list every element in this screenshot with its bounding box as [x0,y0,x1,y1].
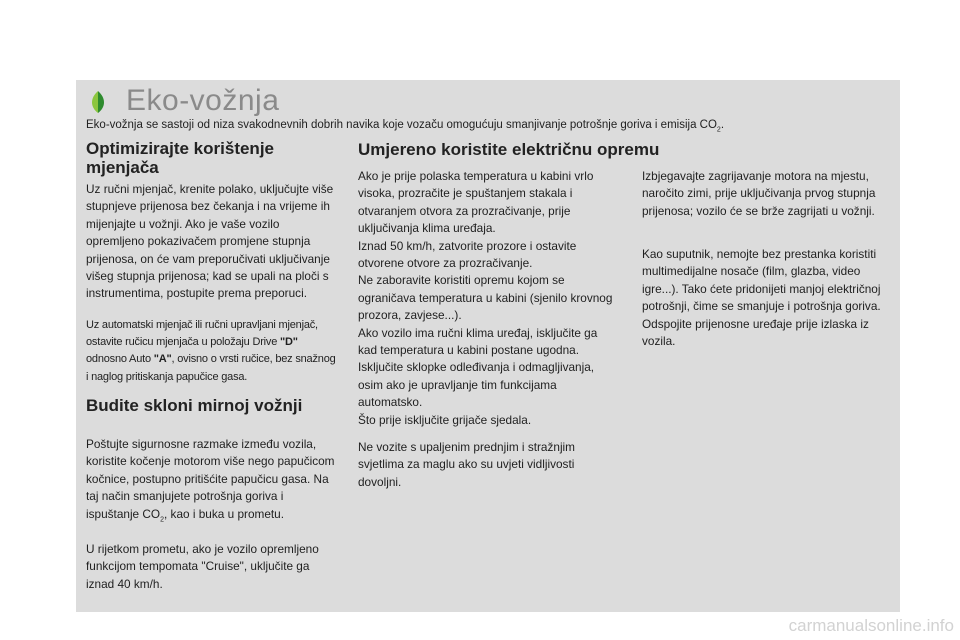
auto-paragraph [86,317,340,386]
watermark: carmanualsonline.info [788,616,954,635]
auto-drive-label: "D" [279,336,298,349]
subtitle-subscript: 2 [716,126,721,134]
auto-text-c: , ovisno o vrsti ručice, bez snažnog i naglog pritiskanja papučice gasa. [86,353,336,383]
heading-optimize-gearbox: Optimizirajte korištenje mjenjača [86,139,274,177]
electric-p6: Što prije isključite grijače sjedala. [358,412,532,427]
multimedia-text [642,246,896,350]
calm-text-a: Poštujte sigurnosne razmake između vozila, koristite kočenje motorom više nego papučicom kočnice, postupno pritišćite papučicu gasa. Na taj način smanjujete potrošnja goriva i ispuštanje CO [86,437,335,521]
leaf-icon [88,90,108,114]
heading-electric-equipment: Umjereno koristite električnu opremu [358,140,660,159]
electric-text [358,168,614,429]
calm-subscript: 2 [160,515,164,523]
cruise-text [86,541,338,593]
calm-driving-text [86,436,338,528]
calm-paragraph [86,436,338,528]
subtitle-end: . [720,119,725,131]
manual-paragraph: Uz ručni mjenjač, krenite polako, uključujte više stupnjeve prijenosa bez čekanja i na vrijeme ih mijenjajte u vožnji. Ako je vaše vozilo opremljeno pokazivačem promjene stupnja prijenosa, on će vam preporučivati uključivanje višeg stupnja prijenosa; kad se upali na ploči s instrumentima, postupite prema preporuci. [86,182,334,301]
fog-lights-text [358,439,614,491]
auto-auto-label: "A" [153,353,172,366]
electric-p5: Isključite sklopke odleđivanja i odmagljivanja, osim ako je upravljanje tim funkcijama automatsko. [358,360,595,410]
auto-text-a: Uz automatski mjenjač ili ručni upravljani mjenjač, ostavite ručicu mjenjača u položaju Drive [86,319,318,349]
warmup-paragraph: Izbjegavajte zagrijavanje motora na mjestu, naročito zimi, prije uključivanja prvog stupnja prijenosa; vozilo će se brže zagrijati u vožnji. [642,169,876,218]
auto-gearbox-text [86,317,340,386]
electric-p1: Ako je prije polaska temperatura u kabini vrlo visoka, prozračite je spuštanjem stakala i otvaranjem otvora za prozračivanje, prije uključivanja klima uređaja. [358,169,594,236]
fog-paragraph: Ne vozite s upaljenim prednjim i stražnjim svjetlima za maglu ako su uvjeti vidljivosti dovoljni. [358,440,576,489]
page-title: Eko-vožnja [126,84,280,117]
page-subtitle [86,119,724,133]
heading-calm-driving: Budite skloni mirnoj vožnji [86,396,303,415]
subtitle-text: Eko-vožnja se sastoji od niza svakodnevnih dobrih navika koje vozaču omogućuju smanjivanje potrošnje goriva i emisija CO [86,119,717,131]
electric-p2: Iznad 50 km/h, zatvorite prozore i ostavite otvorene otvore za prozračivanje. [358,238,577,271]
warmup-text [642,168,896,220]
electric-p4: Ako vozilo ima ručni klima uređaj, isključite ga kad temperatura u kabini postane ugodna. [358,325,598,358]
cruise-paragraph: U rijetkom prometu, ako je vozilo opremljeno funkcijom tempomata "Cruise", uključite ga iznad 40 km/h. [86,542,319,591]
manual-gearbox-text [86,181,338,303]
electric-p3: Ne zaboravite koristiti opremu kojom se ograničava temperatura u kabini (sjenilo krovnog prozora, zavjese...). [358,273,613,323]
multimedia-paragraph: Kao suputnik, nemojte bez prestanka koristiti multimedijalne nosače (film, glazba, video igre...). Tako ćete pridonijeti manjoj električnoj potrošnji, čime se smanjuje i potrošnja goriva. Odspojite prijenosne uređaje prije izlaska iz vozila. [642,247,881,349]
calm-text-b: , kao i buka u prometu. [164,506,285,521]
auto-text-b: odnosno Auto [86,353,154,366]
